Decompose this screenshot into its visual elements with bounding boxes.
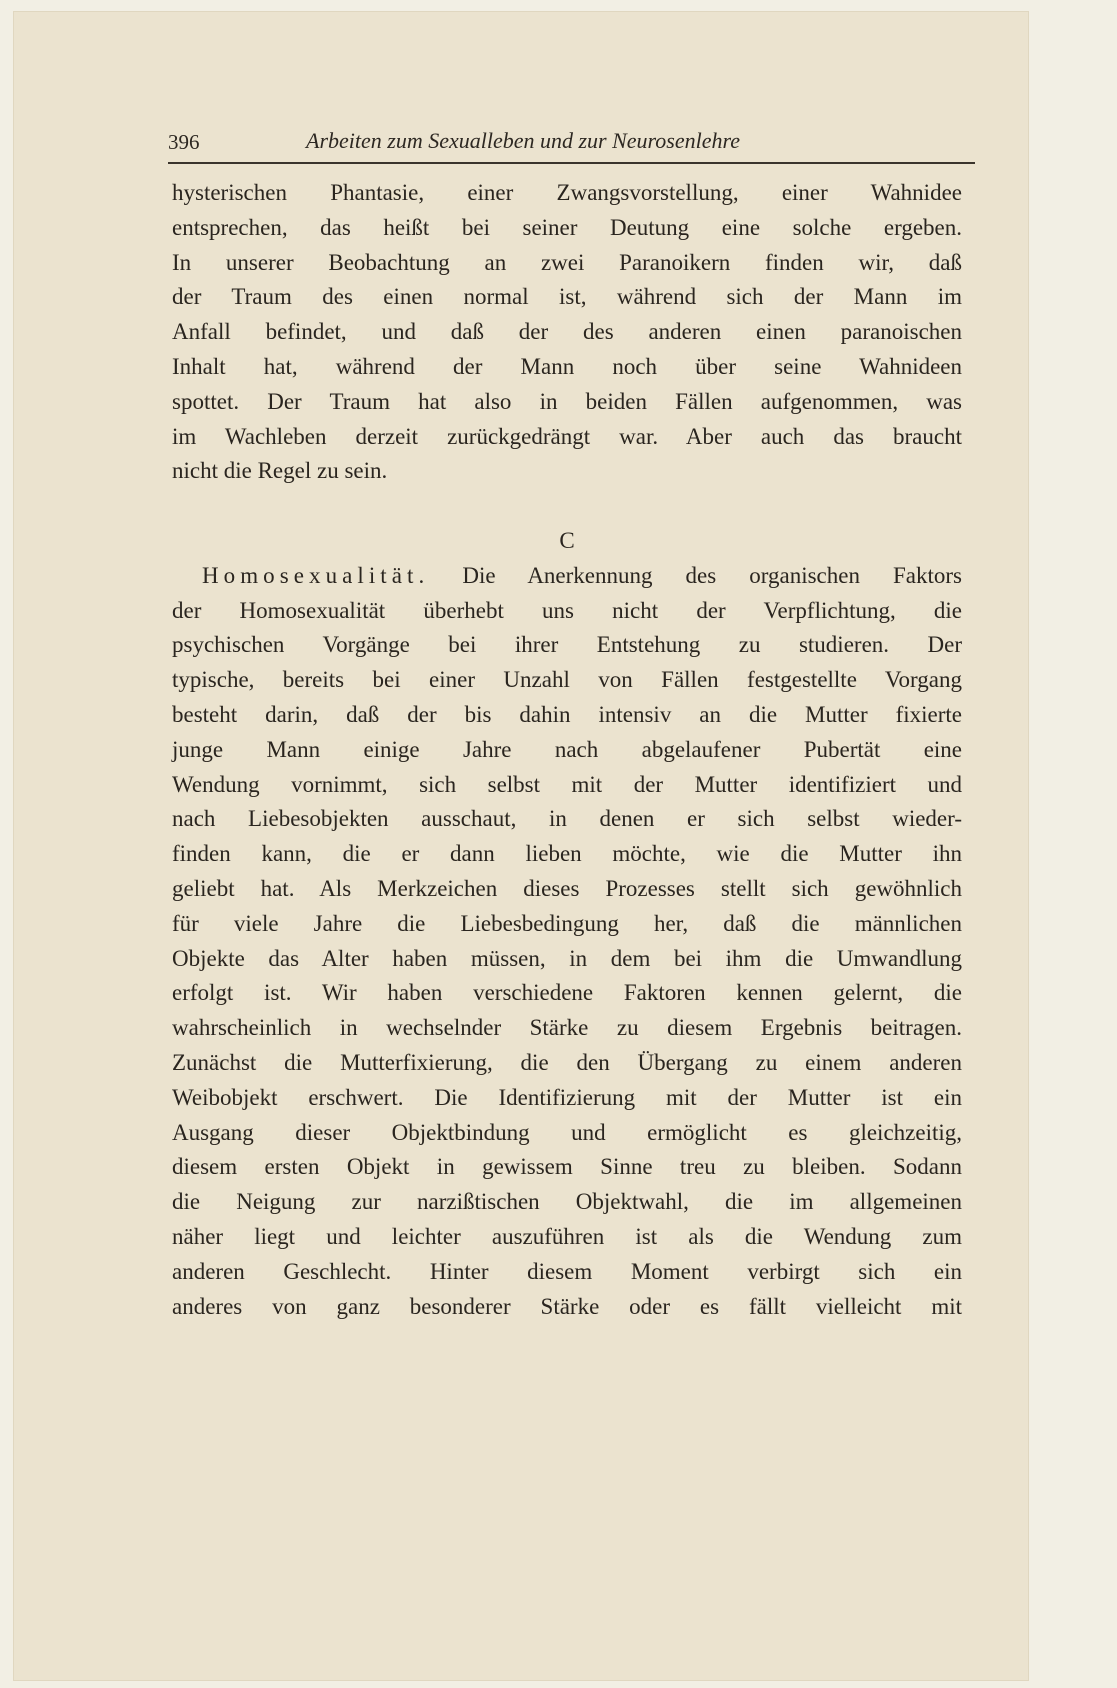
text-line: Anfall befindet, und daß der des anderen einen paranoischen — [172, 319, 962, 345]
paragraph-2 — [172, 559, 962, 1325]
body-text — [172, 176, 962, 1324]
text-line: für viele Jahre die Liebesbedingung her, daß die männlichen — [172, 910, 962, 936]
text-line: finden kann, die er dann lieben möchte, wie die Mutter ihn — [172, 841, 962, 867]
text-line: anderes von ganz besonderer Stärke oder es fällt vielleicht mit — [172, 1293, 962, 1319]
text-line: wahrscheinlich in wechselnder Stärke zu diesem Ergebnis beitragen. — [172, 1015, 962, 1041]
section-first-line — [172, 559, 962, 594]
text-line: diesem ersten Objekt in gewissem Sinne treu zu bleiben. Sodann — [172, 1154, 962, 1180]
text-line: Zunächst die Mutterfixierung, die den Übergang zu einem anderen — [172, 1049, 962, 1075]
text-line: näher liegt und leichter auszuführen ist als die Wendung zum — [172, 1223, 962, 1249]
text-line: Ausgang dieser Objektbindung und ermöglicht es gleichzeitig, — [172, 1119, 962, 1145]
text-line: Weibobjekt erschwert. Die Identifizierung mit der Mutter ist ein — [172, 1084, 962, 1110]
section-heading: Homosexualität. — [202, 562, 430, 588]
text-line: junge Mann einige Jahre nach abgelaufener Pubertät eine — [172, 736, 962, 762]
text-line: psychischen Vorgänge bei ihrer Entstehung zu studieren. Der — [172, 632, 962, 658]
text-line: die Neigung zur narzißtischen Objektwahl, die im allgemeinen — [172, 1189, 962, 1215]
text-line: der Homosexualität überhebt uns nicht der Verpflichtung, die — [172, 597, 962, 623]
text-line: besteht darin, daß der bis dahin intensiv an die Mutter fixierte — [172, 701, 962, 727]
text-line: nicht die Regel zu sein. — [172, 458, 388, 484]
text-line: geliebt hat. Als Merkzeichen dieses Prozesses stellt sich gewöhnlich — [172, 875, 962, 901]
text-line: der Traum des einen normal ist, während sich der Mann im — [172, 284, 962, 310]
text-line: erfolgt ist. Wir haben verschiedene Faktoren kennen gelernt, die — [172, 980, 962, 1006]
text-line: hysterischen Phantasie, einer Zwangsvorstellung, einer Wahnidee — [172, 180, 962, 205]
text-line: spottet. Der Traum hat also in beiden Fällen aufgenommen, was — [172, 388, 962, 414]
section-first-line-rest: Die Anerkennung des organischen Faktors — [429, 562, 962, 588]
page-header — [168, 126, 975, 164]
text-line: entsprechen, das heißt bei seiner Deutung eine solche ergeben. — [172, 214, 962, 240]
paragraph-2-lines — [172, 594, 962, 1325]
text-line: nach Liebesobjekten ausschaut, in denen er sich selbst wieder- — [172, 806, 962, 832]
text-line: Objekte das Alter haben müssen, in dem bei ihm die Umwandlung — [172, 945, 962, 971]
text-line: In unserer Beobachtung an zwei Paranoikern finden wir, daß — [172, 249, 962, 275]
text-line: typische, bereits bei einer Unzahl von Fällen festgestellte Vorgang — [172, 667, 962, 693]
paragraph-1 — [172, 176, 962, 489]
text-line: Wendung vornimmt, sich selbst mit der Mutter identifiziert und — [172, 771, 962, 797]
text-line: im Wachleben derzeit zurückgedrängt war. Aber auch das braucht — [172, 423, 962, 449]
text-line: anderen Geschlecht. Hinter diesem Moment verbirgt sich ein — [172, 1258, 962, 1284]
text-line: Inhalt hat, während der Mann noch über seine Wahnideen — [172, 353, 962, 379]
section-letter: C — [559, 527, 575, 553]
running-head: Arbeiten zum Sexualleben und zur Neurosenlehre — [306, 128, 741, 153]
page-number: 396 — [168, 130, 200, 154]
